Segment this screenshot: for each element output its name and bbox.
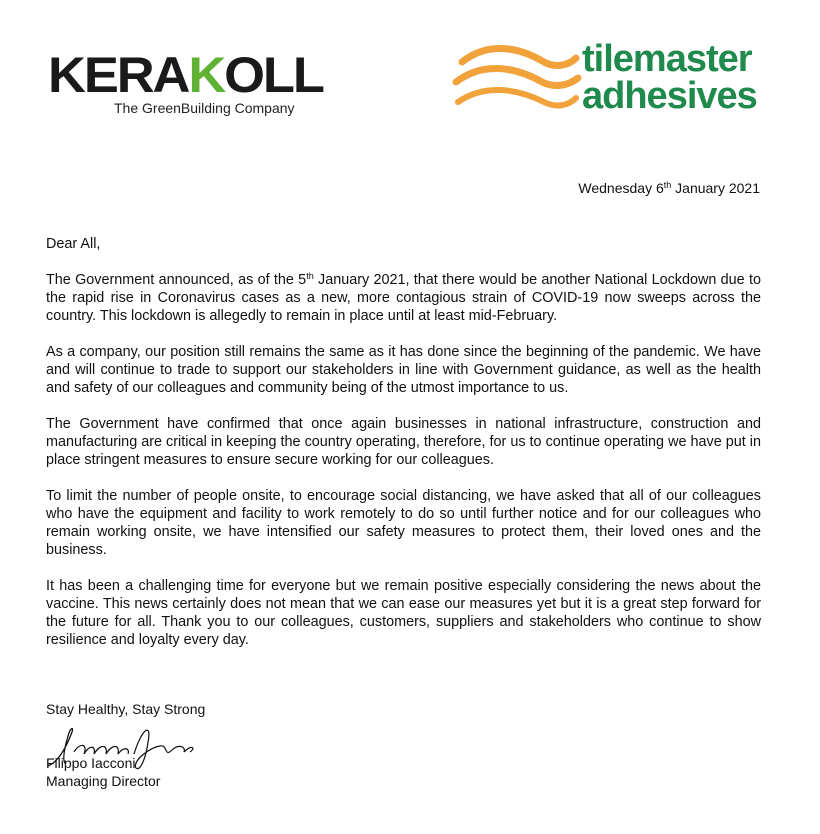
- tilemaster-logo: [452, 40, 782, 120]
- tilemaster-line2: adhesives: [582, 75, 757, 117]
- kerakoll-tagline: The GreenBuilding Company: [114, 100, 295, 116]
- kerakoll-wordmark: KERAKOLL: [48, 47, 323, 103]
- swoosh-icon: [452, 40, 582, 120]
- paragraph-2: As a company, our position still remains the same as it has done since the beginning of the pandemic. We have and will continue to trade to support our stakeholders in line with Government guidance, as well as the health and safety of our colleagues and community being of the utmost importance to us.: [46, 344, 761, 396]
- letter-body: [46, 235, 761, 667]
- salutation: Dear All,: [46, 236, 101, 252]
- signatory-name: Filippo Iacconi: [46, 755, 136, 771]
- signatory-title: Managing Director: [46, 773, 161, 789]
- tilemaster-line1: tilemaster: [582, 38, 752, 80]
- paragraph-3: The Government have confirmed that once again businesses in national infrastructure, construction and manufacturing are critical in keeping the country operating, therefore, for us to continue operating we have put in place stringent measures to ensure secure working for our colleagues.: [46, 416, 761, 468]
- tilemaster-wordmark: [582, 38, 757, 117]
- letter-date: Wednesday 6th January 2021: [578, 180, 760, 196]
- signoff: Stay Healthy, Stay Strong: [46, 701, 206, 717]
- kerakoll-logo: [48, 47, 338, 120]
- paragraph-5: It has been a challenging time for everyone but we remain positive especially considering the news about the vaccine. This news certainly does not mean that we can ease our measures yet but it is a great step forward for the future for all. Thank you to our colleagues, customers, suppliers and stakeholders who continue to show resilience and loyalty every day.: [46, 578, 761, 648]
- paragraph-1: The Government announced, as of the 5th January 2021, that there would be another National Lockdown due to the rapid rise in Coronavirus cases as a new, more contagious strain of COVID-19 now sweeps across the country. This lockdown is allegedly to remain in place until at least mid-February.: [46, 271, 761, 324]
- paragraph-4: To limit the number of people onsite, to encourage social distancing, we have asked that all of our colleagues who have the equipment and facility to work remotely to do so until further notice and for our colleagues who remain working onsite, we have intensified our safety measures to protect them, their loved ones and the business.: [46, 488, 761, 558]
